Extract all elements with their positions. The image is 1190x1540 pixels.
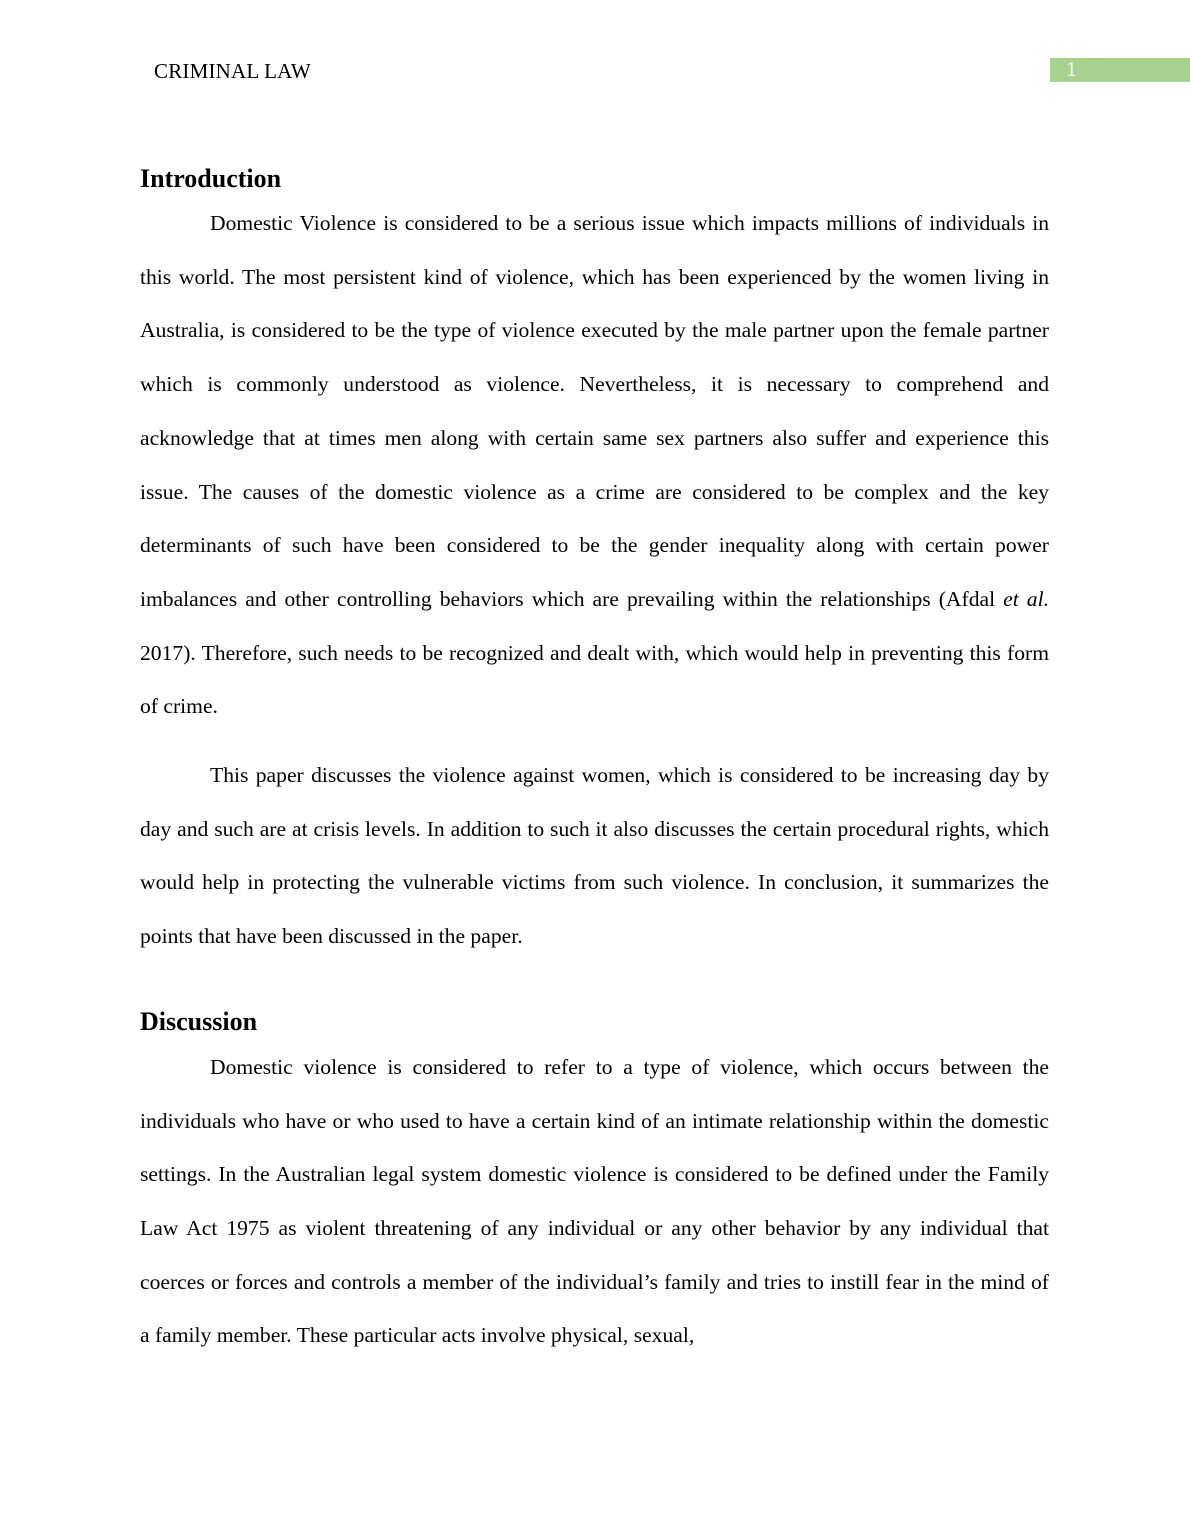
document-body [140,160,1049,1363]
intro-p1-text-start: Domestic Violence is considered to be a serious issue which impacts millions of individuals in this world. The most persistent kind of violence, which has been experienced by the women living in Australia, is considered to be the type of violence executed by the male partner upon the female partner which is commonly understood as violence. Nevertheless, it is necessary to comprehend and acknowledge that at times men along with certain same sex partners also suffer and experience this issue. The causes of the domestic violence as a crime are considered to be complex and the key determinants of such have been considered to be the gender inequality along with certain power imbalances and other controlling behaviors which are prevailing within the relationships (Afdal [140,211,1049,611]
page-number-box [1050,58,1190,82]
heading-discussion: Discussion [140,1006,258,1036]
intro-p1-text-end: 2017). Therefore, such needs to be recognized and dealt with, which would help in preventing this form of crime. [140,640,1049,719]
page-number: 1 [1066,57,1077,81]
running-head-title: CRIMINAL LAW [154,59,311,83]
heading-introduction: Introduction [140,164,282,193]
introduction-paragraph-2: This paper discusses the violence against women, which is considered to be increasing day by day and such are at crisis levels. In addition to such it also discusses the certain procedural rights, which would help in protecting the vulnerable victims from such violence. In conclusion, it summarizes the points that have been discussed in the paper. [140,763,1049,949]
discussion-paragraph-1: Domestic violence is considered to refer to a type of violence, which occurs between the individuals who have or who used to have a certain kind of an intimate relationship within the domestic settings. In the Australian legal system domestic violence is considered to be defined under the Family Law Act 1975 as violent threatening of any individual or any other behavior by any individual that coerces or forces and controls a member of the individual’s family and tries to instill fear in the mind of a family member. These particular acts involve physical, sexual, [140,1054,1049,1348]
introduction-paragraph-1 [140,197,1049,734]
intro-p1-italic-et-al: et al. [1003,586,1049,611]
